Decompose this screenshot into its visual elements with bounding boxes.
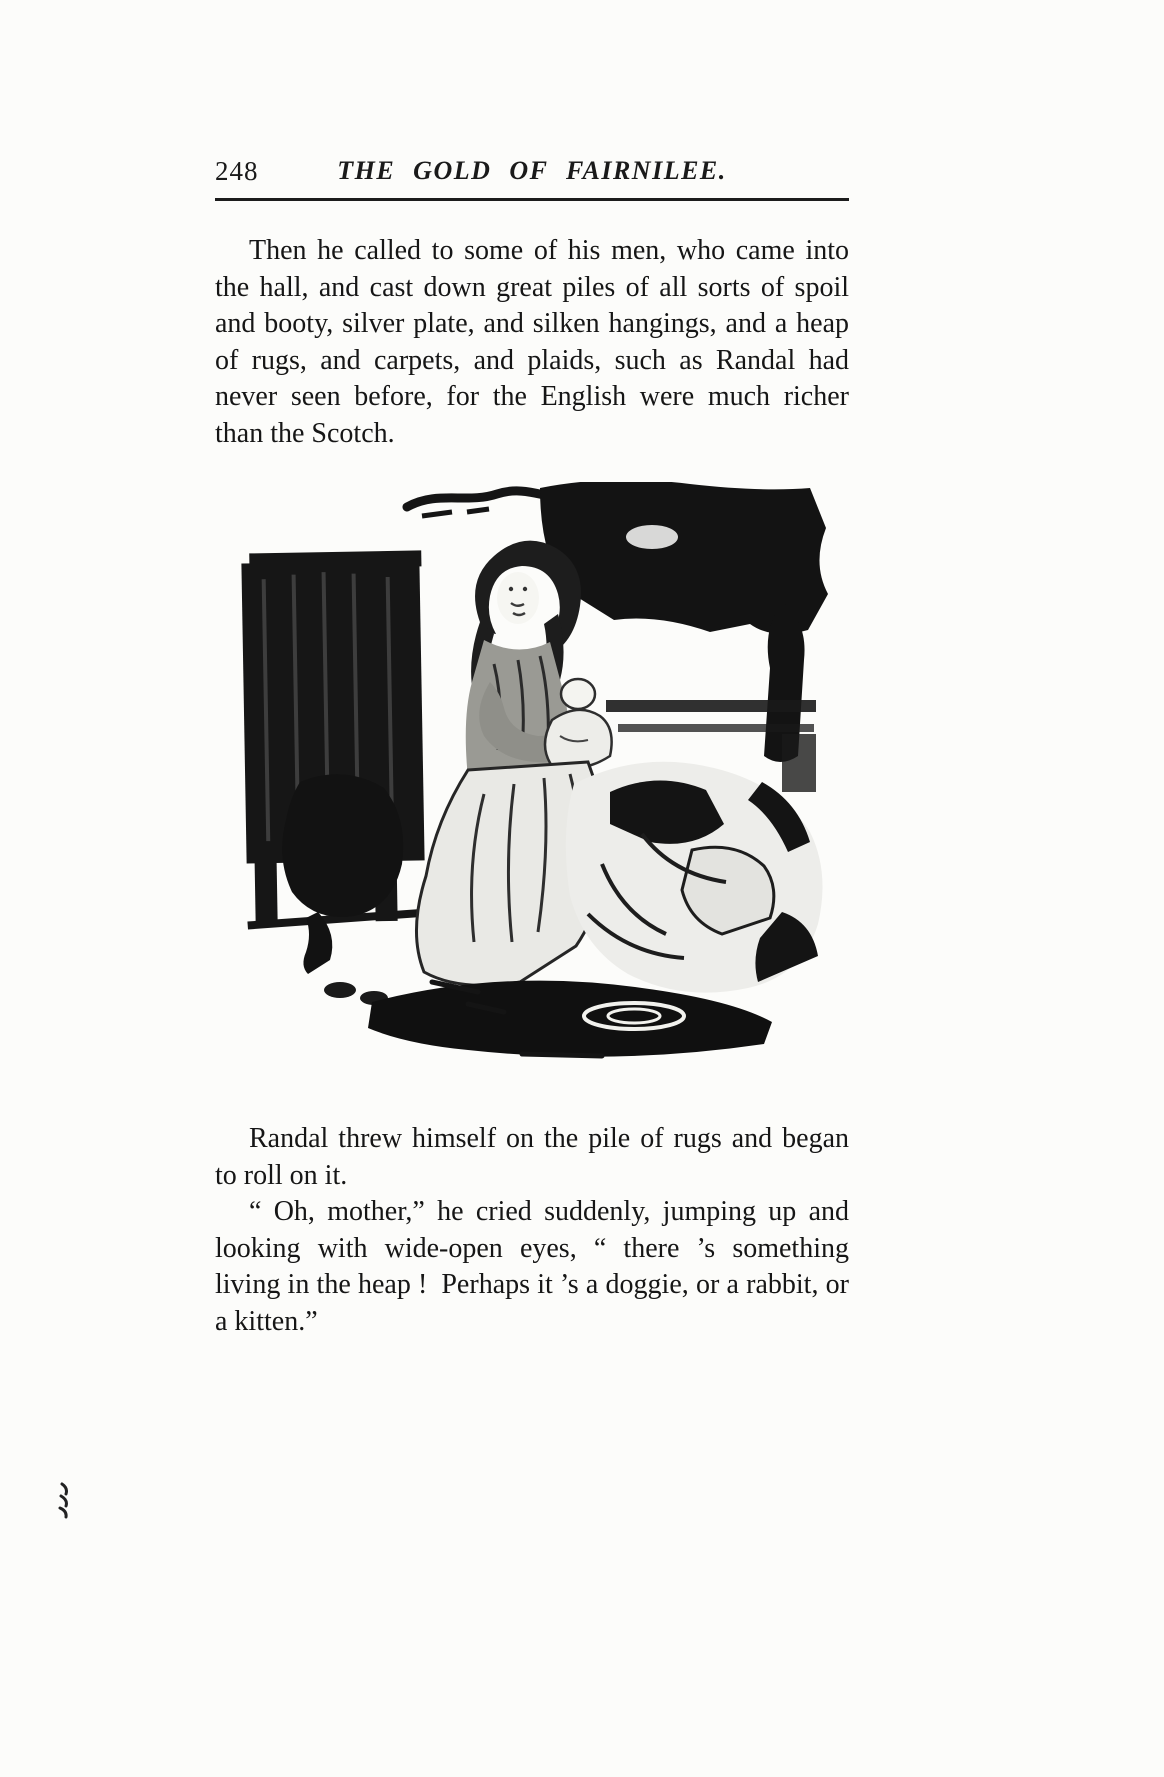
illustration	[222, 482, 842, 1067]
header-rule	[215, 198, 849, 201]
page-header	[215, 150, 849, 194]
running-title: THE GOLD OF FAIRNILEE.	[337, 156, 727, 185]
paragraph: Then he called to some of his men, who came into the hall, and cast down great piles of all sorts of spoil and booty, silver plate, and silken hangings, and a heap of rugs, and carpets, and plaids, such as Randal had never seen before, for the English were much richer than the Scotch.	[215, 235, 849, 449]
illustration-engraving	[222, 482, 842, 1067]
ink-artifact	[58, 1482, 72, 1520]
paragraph: Randal threw himself on the pile of rugs and began to roll on it.	[215, 1123, 849, 1191]
page-number: 248	[215, 156, 259, 186]
text-column	[215, 150, 849, 1340]
paragraph: “ Oh, mother,” he cried suddenly, jumping up and looking with wide-open eyes, “ there ’s something living in the heap ! Perhaps it ’s a doggie, or a rabbit, or a kitten.”	[215, 1196, 849, 1337]
body-text	[215, 233, 849, 1340]
